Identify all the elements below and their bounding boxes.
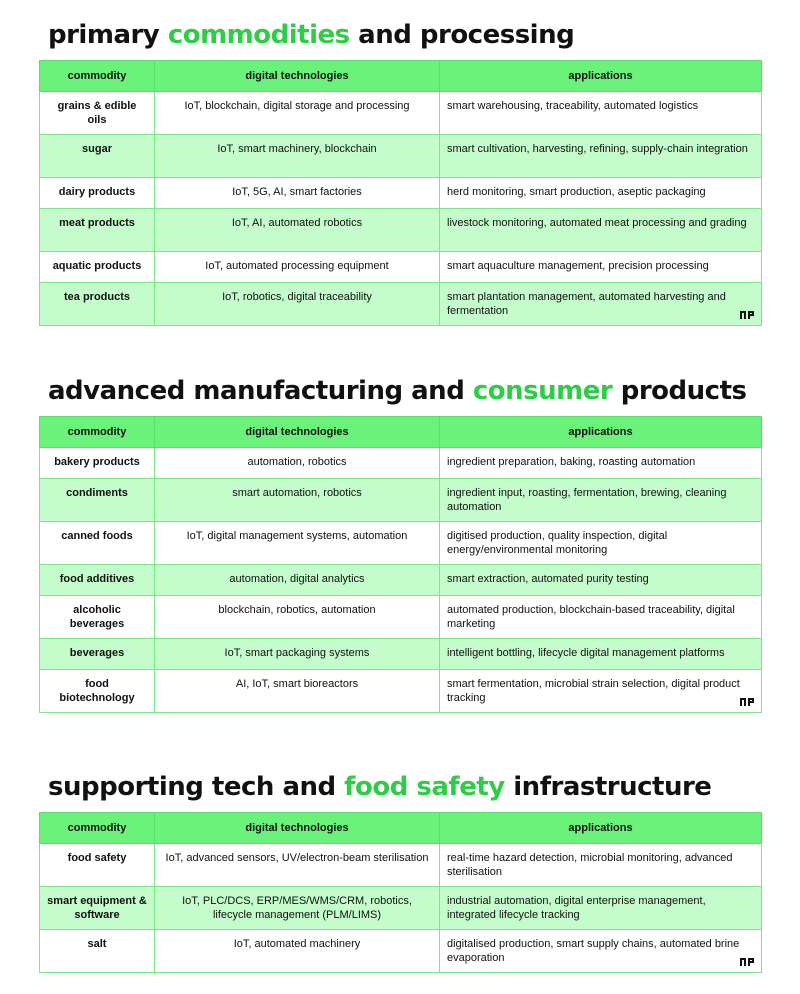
cell-apps-last: digitalised production, smart supply chains, automated brine evaporation <box>440 930 762 973</box>
cell-commodity: meat products <box>40 209 155 252</box>
table-row <box>40 209 762 252</box>
cell-tech: IoT, PLC/DCS, ERP/MES/WMS/CRM, robotics, lifecycle management (PLM/LIMS) <box>155 887 440 930</box>
cell-commodity: tea products <box>40 283 155 326</box>
cell-commodity: canned foods <box>40 522 155 565</box>
section-title: primary commodities and processing <box>48 20 575 50</box>
commodity-table <box>39 416 762 713</box>
section-primary-commodities <box>39 16 761 326</box>
table-header-row <box>40 813 762 844</box>
cell-tech: smart automation, robotics <box>155 479 440 522</box>
cell-apps: ingredient input, roasting, fermentation, brewing, cleaning automation <box>440 479 762 522</box>
section-title: supporting tech and food safety infrastructure <box>48 772 712 802</box>
section-title: advanced manufacturing and consumer products <box>48 376 747 406</box>
cell-apps-last: smart plantation management, automated harvesting and fermentation <box>440 283 762 326</box>
header-applications: applications <box>440 813 762 844</box>
cell-tech: blockchain, robotics, automation <box>155 596 440 639</box>
header-commodity: commodity <box>40 61 155 92</box>
table-row <box>40 448 762 479</box>
cell-commodity: food additives <box>40 565 155 596</box>
cell-tech: AI, IoT, smart bioreactors <box>155 670 440 713</box>
table-row <box>40 887 762 930</box>
cell-tech: IoT, robotics, digital traceability <box>155 283 440 326</box>
table-row <box>40 639 762 670</box>
cell-commodity: condiments <box>40 479 155 522</box>
cell-apps: real-time hazard detection, microbial monitoring, advanced sterilisation <box>440 844 762 887</box>
table-row <box>40 844 762 887</box>
table-row <box>40 92 762 135</box>
cell-commodity: dairy products <box>40 178 155 209</box>
cell-tech: IoT, advanced sensors, UV/electron-beam sterilisation <box>155 844 440 887</box>
brand-mark-icon <box>739 957 755 967</box>
table-row <box>40 252 762 283</box>
cell-apps: smart aquaculture management, precision processing <box>440 252 762 283</box>
commodity-table <box>39 812 762 973</box>
cell-apps: smart extraction, automated purity testing <box>440 565 762 596</box>
header-applications: applications <box>440 61 762 92</box>
header-applications: applications <box>440 417 762 448</box>
table-row <box>40 930 762 973</box>
header-digital-technologies: digital technologies <box>155 813 440 844</box>
cell-tech: IoT, digital management systems, automation <box>155 522 440 565</box>
cell-apps: smart cultivation, harvesting, refining, supply-chain integration <box>440 135 762 178</box>
header-commodity: commodity <box>40 813 155 844</box>
header-digital-technologies: digital technologies <box>155 417 440 448</box>
cell-apps: livestock monitoring, automated meat processing and grading <box>440 209 762 252</box>
cell-tech: IoT, smart machinery, blockchain <box>155 135 440 178</box>
commodity-table <box>39 60 762 326</box>
table-header-row <box>40 417 762 448</box>
section-supporting-tech <box>39 768 761 973</box>
brand-mark-icon <box>739 697 755 707</box>
cell-commodity: food biotechnology <box>40 670 155 713</box>
table-row <box>40 283 762 326</box>
cell-apps-last: smart fermentation, microbial strain selection, digital product tracking <box>440 670 762 713</box>
table-row <box>40 670 762 713</box>
cell-apps: herd monitoring, smart production, aseptic packaging <box>440 178 762 209</box>
cell-commodity: beverages <box>40 639 155 670</box>
table-row <box>40 178 762 209</box>
cell-tech: IoT, AI, automated robotics <box>155 209 440 252</box>
cell-apps: industrial automation, digital enterprise management, integrated lifecycle tracking <box>440 887 762 930</box>
cell-commodity: smart equipment & software <box>40 887 155 930</box>
cell-commodity: alcoholic beverages <box>40 596 155 639</box>
cell-apps: smart warehousing, traceability, automated logistics <box>440 92 762 135</box>
cell-apps: ingredient preparation, baking, roasting automation <box>440 448 762 479</box>
cell-tech: IoT, automated machinery <box>155 930 440 973</box>
header-commodity: commodity <box>40 417 155 448</box>
table-header-row <box>40 61 762 92</box>
cell-commodity: bakery products <box>40 448 155 479</box>
table-row <box>40 522 762 565</box>
cell-commodity: salt <box>40 930 155 973</box>
table-row <box>40 565 762 596</box>
cell-commodity: aquatic products <box>40 252 155 283</box>
cell-commodity: grains & edible oils <box>40 92 155 135</box>
cell-commodity: food safety <box>40 844 155 887</box>
cell-tech: automation, robotics <box>155 448 440 479</box>
table-row <box>40 596 762 639</box>
cell-tech: IoT, blockchain, digital storage and processing <box>155 92 440 135</box>
cell-tech: IoT, smart packaging systems <box>155 639 440 670</box>
cell-apps: digitised production, quality inspection, digital energy/environmental monitoring <box>440 522 762 565</box>
cell-tech: IoT, automated processing equipment <box>155 252 440 283</box>
table-row <box>40 135 762 178</box>
header-digital-technologies: digital technologies <box>155 61 440 92</box>
cell-apps: intelligent bottling, lifecycle digital management platforms <box>440 639 762 670</box>
cell-tech: IoT, 5G, AI, smart factories <box>155 178 440 209</box>
table-row <box>40 479 762 522</box>
brand-mark-icon <box>739 310 755 320</box>
section-advanced-manufacturing <box>39 372 761 713</box>
cell-commodity: sugar <box>40 135 155 178</box>
cell-tech: automation, digital analytics <box>155 565 440 596</box>
cell-apps: automated production, blockchain-based traceability, digital marketing <box>440 596 762 639</box>
